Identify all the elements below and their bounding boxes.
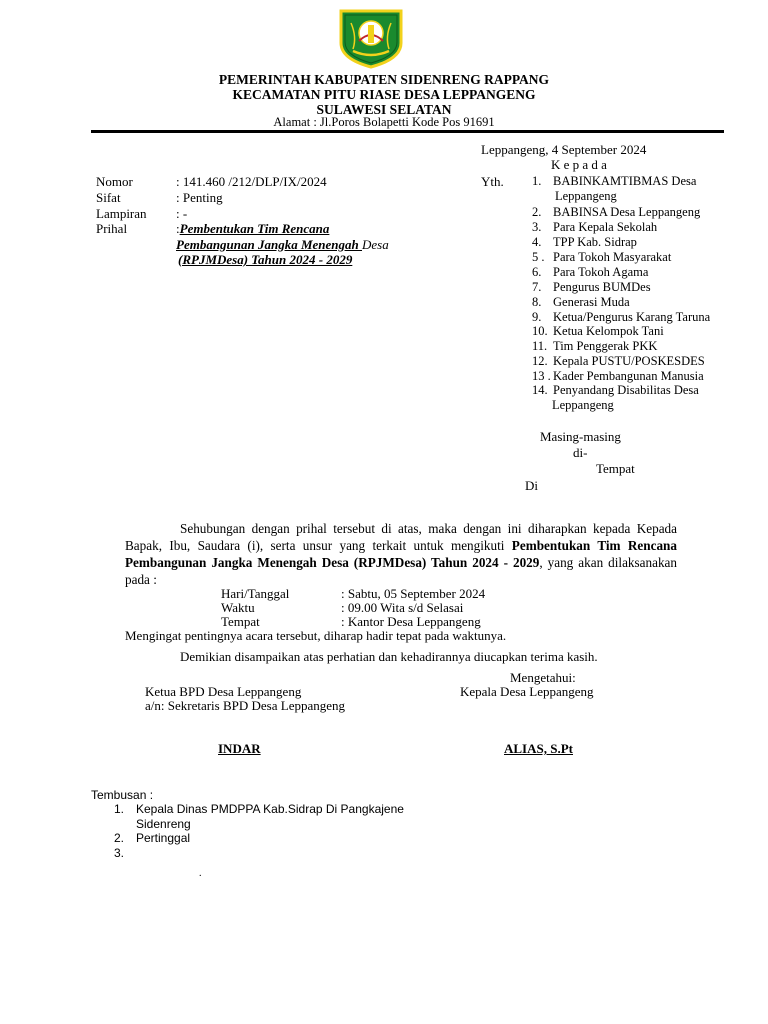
left-signatory-title: Ketua BPD Desa Leppangeng <box>145 684 302 699</box>
nomor-value: : 141.460 /212/DLP/IX/2024 <box>176 174 327 189</box>
header-government: PEMERINTAH KABUPATEN SIDENRENG RAPPANG <box>218 72 550 87</box>
recipient-item: BABINKAMTIBMAS Desa <box>553 174 697 188</box>
recipient-item: Para Tokoh Agama <box>553 265 649 279</box>
recipient-item-continuation: Leppangeng <box>555 189 617 203</box>
header-province: SULAWESI SELATAN <box>316 102 452 117</box>
di-dash: di- <box>573 445 588 460</box>
recipient-number: 5 . <box>532 250 545 264</box>
tembusan-number: 1. <box>114 802 125 816</box>
recipient-item: Tim Penggerak PKK <box>553 339 658 353</box>
recipient-item: TPP Kab. Sidrap <box>553 235 637 249</box>
recipient-number: 9. <box>532 310 542 324</box>
demikian-text: Demikian disampaikan atas perhatian dan kehadirannya diucapkan terima kasih. <box>180 649 598 664</box>
masing-masing: Masing-masing <box>540 429 621 444</box>
recipient-item: Ketua Kelompok Tani <box>553 324 664 338</box>
lampiran-value: : - <box>176 206 188 221</box>
tembusan-number: 2. <box>114 831 125 845</box>
prihal-value-line1: :Pembentukan Tim Rencana <box>176 221 330 236</box>
recipient-number: 14. <box>532 383 548 397</box>
hari-label: Hari/Tanggal <box>221 586 290 601</box>
prihal-value-line3: (RPJMDesa) Tahun 2024 - 2029 <box>178 252 353 267</box>
tembusan-item: Kepala Dinas PMDPPA Kab.Sidrap Di Pangkajene <box>136 802 404 816</box>
recipient-number: 10. <box>532 324 548 338</box>
tembusan-label: Tembusan : <box>91 788 154 802</box>
tempat-acara-value: : Kantor Desa Leppangeng <box>341 614 481 629</box>
waktu-value: : 09.00 Wita s/d Selasai <box>341 600 464 615</box>
recipient-number: 2. <box>532 205 542 219</box>
recipient-number: 4. <box>532 235 542 249</box>
stray-dot: . <box>199 868 202 879</box>
lampiran-label: Lampiran <box>96 206 147 221</box>
right-signatory-name: ALIAS, S.Pt <box>504 741 573 756</box>
tempat-acara-label: Tempat <box>221 614 260 629</box>
kepada-label: K e p a d a <box>551 157 607 172</box>
recipient-item: Ketua/Pengurus Karang Taruna <box>553 310 711 324</box>
recipient-item: Para Tokoh Masyarakat <box>553 250 672 264</box>
sifat-value: : Penting <box>176 190 223 205</box>
recipient-number: 13 . <box>532 369 551 383</box>
recipient-item: Kepala PUSTU/POSKESDES <box>553 354 705 368</box>
recipient-number: 3. <box>532 220 542 234</box>
crest-icon <box>337 7 405 69</box>
recipient-number: 12. <box>532 354 548 368</box>
yth-label: Yth. <box>481 174 504 189</box>
recipient-number: 11. <box>532 339 548 353</box>
recipient-number: 8. <box>532 295 542 309</box>
header-address: Alamat : Jl.Poros Bolapetti Kode Pos 91691 <box>273 115 495 129</box>
prihal-label: Prihal <box>96 221 128 236</box>
recipient-item: Generasi Muda <box>553 295 630 309</box>
mengingat-text: Mengingat pentingnya acara tersebut, diharap hadir tepat pada waktunya. <box>125 628 507 643</box>
left-signatory-name: INDAR <box>218 741 261 756</box>
recipient-number: 1. <box>532 174 542 188</box>
recipient-item: Penyandang Disabilitas Desa <box>553 383 699 397</box>
recipient-item: Pengurus BUMDes <box>553 280 651 294</box>
recipient-number: 6. <box>532 265 542 279</box>
header-rule-thick <box>91 130 724 133</box>
regency-crest-logo <box>337 7 405 69</box>
body-paragraph: Sehubungan dengan prihal tersebut di atas, maka dengan ini diharapkan kepada Kepada Bapak, Ibu, Saudara (i), serta unsur yang terkait untuk mengikuti Pembentukan Tim Rencana Pembangunan Jangka Menengah Desa (RPJMDesa) Tahun 2024 - 2029, yang akan dilaksanakan pada : <box>125 521 677 587</box>
mengetahui-label: Mengetahui: <box>510 670 576 685</box>
tempat-label: Tempat <box>596 461 635 476</box>
tembusan-item: Pertinggal <box>136 831 191 845</box>
recipient-item: Kader Pembangunan Manusia <box>553 369 704 383</box>
left-signatory-sub: a/n: Sekretaris BPD Desa Leppangeng <box>145 698 346 713</box>
prihal-value-line2: Pembangunan Jangka Menengah Desa <box>176 237 389 252</box>
letter-date: Leppangeng, 4 September 2024 <box>481 142 647 157</box>
waktu-label: Waktu <box>221 600 255 615</box>
nomor-label: Nomor <box>96 174 133 189</box>
header-district: KECAMATAN PITU RIASE DESA LEPPANGENG <box>232 87 536 102</box>
hari-value: : Sabtu, 05 September 2024 <box>341 586 486 601</box>
recipient-number: 7. <box>532 280 542 294</box>
right-signatory-title: Kepala Desa Leppangeng <box>460 684 594 699</box>
di-label: Di <box>525 478 538 493</box>
recipient-item: Para Kepala Sekolah <box>553 220 658 234</box>
tembusan-number: 3. <box>114 846 125 860</box>
tembusan-item-continuation: Sidenreng <box>136 817 191 831</box>
sifat-label: Sifat <box>96 190 121 205</box>
recipient-item-continuation: Leppangeng <box>552 398 614 412</box>
recipient-item: BABINSA Desa Leppangeng <box>553 205 701 219</box>
